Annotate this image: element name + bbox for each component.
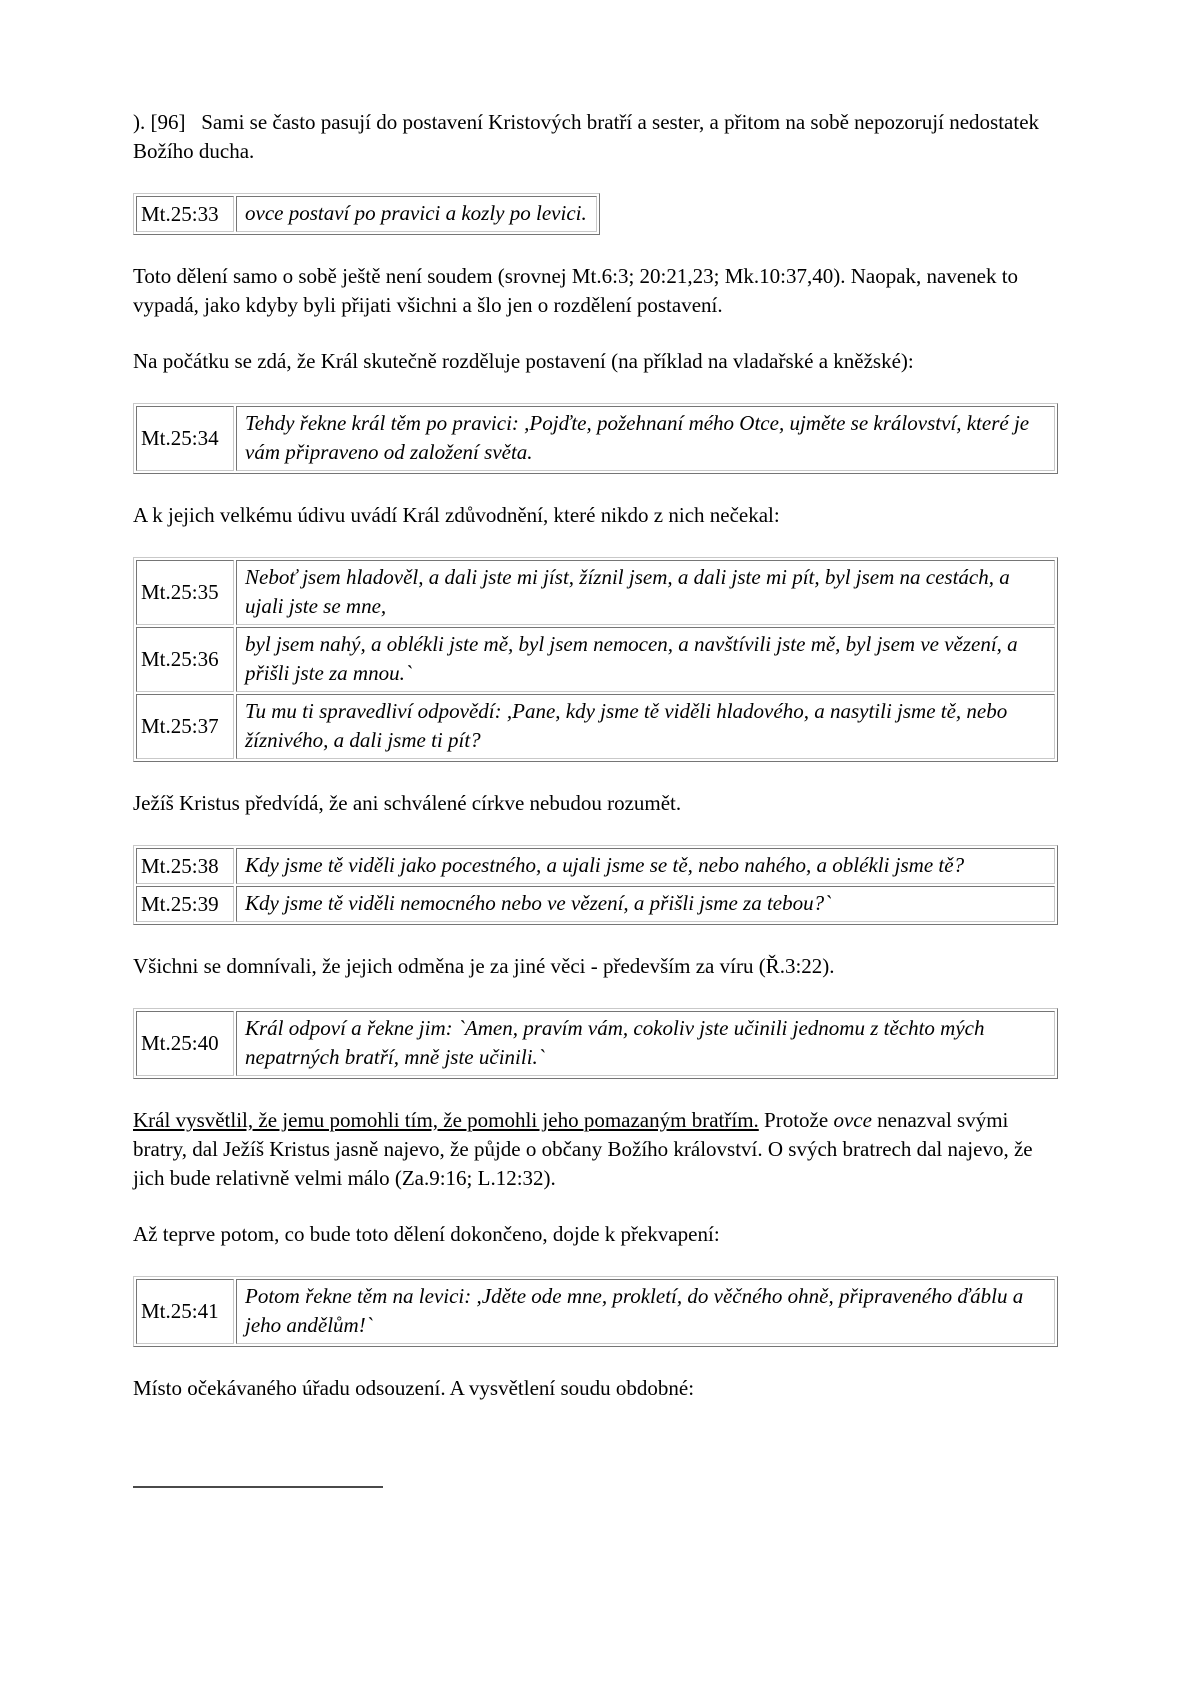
verse-ref-cell: Mt.25:39 — [136, 886, 234, 922]
footnote-separator — [133, 1486, 383, 1488]
verse-text-cell: Potom řekne těm na levici: ,Jděte ode mne, prokletí, do věčného ohně, připraveného ďáblu a jeho andělům!` — [236, 1279, 1055, 1344]
verse-ref-cell: Mt.25:40 — [136, 1011, 234, 1076]
king-explained-mid: Protože — [764, 1108, 829, 1132]
verse-ref-cell: Mt.25:36 — [136, 627, 234, 692]
king-explained-rest: nenazval svými bratry, dal Ježíš Kristus jasně najevo, že půjde o občany Božího království. O svých bratrech dal najevo, že jich bude relativně velmi málo (Za.9:16; L.12:32). — [133, 1108, 1033, 1190]
paragraph-king-explained — [133, 1106, 1058, 1193]
verse-ref-cell: Mt.25:38 — [136, 848, 234, 884]
verse-text-cell: Král odpoví a řekne jim: `Amen, pravím vám, cokoliv jste učinili jednomu z těchto mých nepatrných bratří, mně jste učinili.` — [236, 1011, 1055, 1076]
document-content — [133, 108, 1058, 1488]
verse-row — [136, 406, 1055, 471]
paragraph-intro: ). [96] Sami se často pasují do postavení Kristových bratří a sester, a přitom na sobě nepozorují nedostatek Božího ducha. — [133, 110, 1045, 163]
paragraph-astonishment-note: A k jejich velkému údivu uvádí Král zdůvodnění, které nikdo z nich nečekal: — [133, 503, 780, 527]
verse-row — [136, 1279, 1055, 1344]
italic-word-ovce: ovce — [833, 1108, 872, 1132]
verse-row — [136, 627, 1055, 692]
paragraph-reward-note: Všichni se domnívali, že jejich odměna je za jiné věci - především za víru (Ř.3:22). — [133, 954, 835, 978]
verse-text-cell: Kdy jsme tě viděli nemocného nebo ve vězení, a přišli jsme za tebou?` — [236, 886, 1055, 922]
verse-ref-cell: Mt.25:34 — [136, 406, 234, 471]
verse-row — [136, 1011, 1055, 1076]
verse-text-cell: Tu mu ti spravedliví odpovědí: ,Pane, kdy jsme tě viděli hladového, a nasytili jsme tě, nebo žíznivého, a dali jsme ti pít? — [236, 694, 1055, 759]
verse-ref-cell: Mt.25:35 — [136, 560, 234, 625]
verse-row — [136, 886, 1055, 922]
verse-table-mt25-35-37 — [133, 557, 1058, 762]
verse-table-mt25-41 — [133, 1276, 1058, 1347]
verse-table-mt25-40 — [133, 1008, 1058, 1079]
verse-row — [136, 560, 1055, 625]
paragraph-beginning-note: Na počátku se zdá, že Král skutečně rozděluje postavení (na příklad na vladařské a kněžské): — [133, 349, 914, 373]
verse-text-cell: Neboť jsem hladověl, a dali jste mi jíst, žíznil jsem, a dali jste mi pít, byl jsem na cestách, a ujali jste se mne, — [236, 560, 1055, 625]
paragraph-churches-note: Ježíš Kristus předvídá, že ani schválené církve nebudou rozumět. — [133, 791, 682, 815]
paragraph-closing-note: Místo očekávaného úřadu odsouzení. A vysvětlení soudu obdobné: — [133, 1376, 695, 1400]
verse-row — [136, 694, 1055, 759]
verse-table-mt25-34 — [133, 403, 1058, 474]
verse-text-cell: byl jsem nahý, a oblékli jste mě, byl jsem nemocen, a navštívili jste mě, byl jsem ve vězení, a přišli jste za mnou.` — [236, 627, 1055, 692]
underlined-sentence: Král vysvětlil, že jemu pomohli tím, že pomohli jeho pomazaným bratřím. — [133, 1108, 759, 1132]
verse-text-cell: Tehdy řekne král těm po pravici: ,Pojďte, požehnaní mého Otce, ujměte se království, které je vám připraveno od založení světa. — [236, 406, 1055, 471]
verse-row — [136, 196, 597, 232]
verse-ref-cell: Mt.25:37 — [136, 694, 234, 759]
verse-ref-cell: Mt.25:33 — [136, 196, 234, 232]
verse-text-cell: ovce postaví po pravici a kozly po levici. — [236, 196, 597, 232]
verse-table-mt25-38-39 — [133, 845, 1058, 925]
verse-ref-cell: Mt.25:41 — [136, 1279, 234, 1344]
verse-row — [136, 848, 1055, 884]
verse-table-mt25-33 — [133, 193, 600, 235]
verse-text-cell: Kdy jsme tě viděli jako pocestného, a ujali jsme se tě, nebo nahého, a oblékli jsme tě? — [236, 848, 1055, 884]
paragraph-after-division-note: Až teprve potom, co bude toto dělení dokončeno, dojde k překvapení: — [133, 1222, 720, 1246]
paragraph-division-note: Toto dělení samo o sobě ještě není soudem (srovnej Mt.6:3; 20:21,23; Mk.10:37,40). Naopak, navenek to vypadá, jako kdyby byli přijati všichni a šlo jen o rozdělení postavení. — [133, 264, 1019, 317]
